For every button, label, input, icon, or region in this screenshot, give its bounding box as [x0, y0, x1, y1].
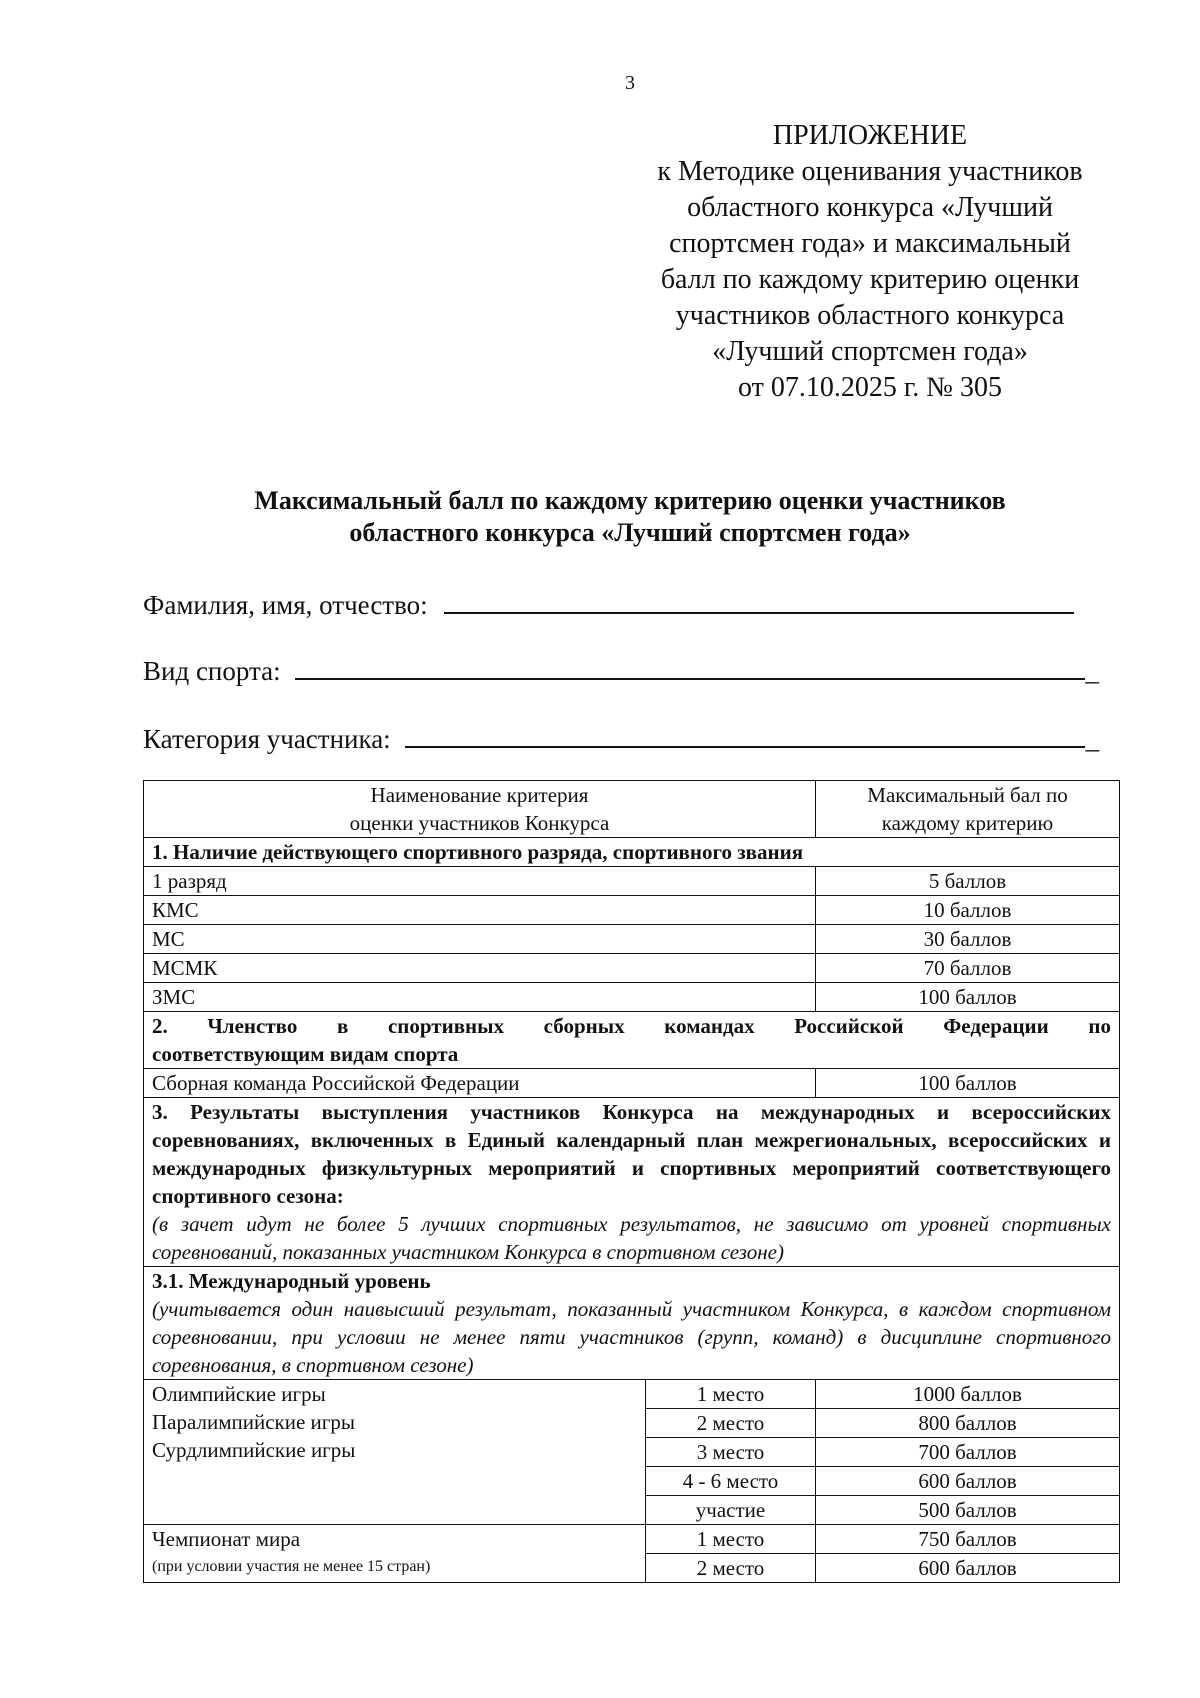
rank-name: ЗМС — [144, 983, 816, 1012]
section-3-block — [144, 1098, 1120, 1267]
rank-name: МСМК — [144, 954, 816, 983]
place: 2 место — [646, 1554, 816, 1583]
table-row — [144, 1069, 1120, 1098]
place-score: 800 баллов — [816, 1409, 1120, 1438]
world-championship — [144, 1525, 646, 1583]
header-criterion — [144, 781, 816, 838]
table-row — [144, 1380, 1120, 1409]
competition-note: (при условии участия не менее 15 стран) — [152, 1558, 431, 1575]
category-field[interactable] — [143, 718, 1099, 755]
section-2-title-line: 2. Членство в спортивных сборных командах Российской Федерации по — [152, 1014, 1111, 1038]
section-3-1-note: (учитывается один наивысший результат, показанный участником Конкурса, в каждом спортивном соревновании, при условии не менее пяти участников (групп, команд) в дисциплине спортивного соревнования, в спортивном сезоне) — [152, 1297, 1111, 1377]
header-text: оценки участников Конкурса — [349, 811, 610, 835]
appendix-line: к Методике оценивания участников — [657, 156, 1083, 187]
rank-score: 5 баллов — [816, 867, 1120, 896]
fio-field[interactable] — [143, 584, 1074, 621]
category-label: Категория участника: — [143, 724, 391, 754]
place-score: 500 баллов — [816, 1496, 1120, 1525]
team-name: Сборная команда Российской Федерации — [144, 1069, 816, 1098]
section-1-title: 1. Наличие действующего спортивного разряда, спортивного звания — [144, 838, 1120, 867]
competition-name: Паралимпийские игры — [152, 1410, 356, 1434]
section-2-title-line: соответствующим видам спорта — [152, 1042, 459, 1066]
appendix-line: областного конкурса «Лучший — [687, 192, 1053, 223]
appendix-line: участников областного конкурса — [675, 300, 1065, 331]
title-line-2: областного конкурса «Лучший спортсмен года» — [349, 518, 911, 547]
title-line-1: Максимальный балл по каждому критерию оценки участников — [254, 486, 1006, 515]
header-max-score — [816, 781, 1120, 838]
section-title-row — [144, 1098, 1120, 1267]
place-score: 750 баллов — [816, 1525, 1120, 1554]
appendix-line: ПРИЛОЖЕНИЕ — [772, 120, 968, 151]
sport-blank-line[interactable] — [295, 650, 1085, 680]
rank-name: 1 разряд — [144, 867, 816, 896]
section-3-title: 3. Результаты выступления участников Конкурса на международных и всероссийских соревнованиях, включенных в Единый календарный план межрегиональных, всероссийских и международных физкультурных мероприятий и спортивных мероприятий соответствующего спортивного сезона: — [152, 1100, 1111, 1208]
table-row — [144, 925, 1120, 954]
team-score: 100 баллов — [816, 1069, 1120, 1098]
rank-score: 70 баллов — [816, 954, 1120, 983]
sport-label: Вид спорта: — [143, 656, 281, 686]
header-text: Наименование критерия — [370, 783, 589, 807]
place-score: 700 баллов — [816, 1438, 1120, 1467]
section-title-row — [144, 1267, 1120, 1380]
criteria-table — [143, 780, 1120, 1583]
fio-blank-line[interactable] — [444, 584, 1074, 614]
sport-field[interactable] — [143, 650, 1099, 687]
place: 1 место — [646, 1380, 816, 1409]
section-2-title — [144, 1012, 1120, 1069]
place: 1 место — [646, 1525, 816, 1554]
rank-score: 100 баллов — [816, 983, 1120, 1012]
fio-label: Фамилия, имя, отчество: — [143, 590, 428, 620]
category-blank-line[interactable] — [405, 718, 1085, 748]
table-row — [144, 867, 1120, 896]
place: участие — [646, 1496, 816, 1525]
table-header-row — [144, 781, 1120, 838]
section-title-row — [144, 838, 1120, 867]
rank-name: КМС — [144, 896, 816, 925]
appendix-line: балл по каждому критерию оценки — [660, 264, 1080, 295]
competition-name: Олимпийские игры — [152, 1382, 326, 1406]
section-title-row — [144, 1012, 1120, 1069]
appendix-line: спортсмен года» и максимальный — [669, 228, 1071, 259]
section-3-1-block — [144, 1267, 1120, 1380]
table-row — [144, 954, 1120, 983]
place: 3 место — [646, 1438, 816, 1467]
place: 4 - 6 место — [646, 1467, 816, 1496]
table-row — [144, 983, 1120, 1012]
rank-score: 30 баллов — [816, 925, 1120, 954]
olympic-games-names — [144, 1380, 646, 1525]
section-3-note: (в зачет идут не более 5 лучших спортивных результатов, не зависимо от уровней спортивных соревнований, показанных участником Конкурса в спортивном сезоне) — [152, 1212, 1111, 1264]
header-text: Максимальный бал по — [867, 783, 1068, 807]
table-row — [144, 896, 1120, 925]
document-title — [140, 485, 1120, 549]
competition-name: Чемпионат мира — [152, 1527, 301, 1551]
section-3-1-title: 3.1. Международный уровень — [152, 1269, 431, 1293]
place: 2 место — [646, 1409, 816, 1438]
page-number: 3 — [625, 72, 635, 94]
appendix-line: от 07.10.2025 г. № 305 — [738, 372, 1002, 403]
header-text: каждому критерию — [881, 811, 1054, 835]
appendix-line: «Лучший спортсмен года» — [712, 336, 1028, 367]
competition-name: Сурдлимпийские игры — [152, 1438, 356, 1462]
table-row — [144, 1525, 1120, 1554]
place-score: 600 баллов — [816, 1467, 1120, 1496]
category-trailing-mark: _ — [1085, 724, 1099, 754]
rank-score: 10 баллов — [816, 896, 1120, 925]
sport-trailing-mark: _ — [1085, 656, 1099, 686]
place-score: 1000 баллов — [816, 1380, 1120, 1409]
place-score: 600 баллов — [816, 1554, 1120, 1583]
appendix-block — [620, 118, 1120, 406]
rank-name: МС — [144, 925, 816, 954]
